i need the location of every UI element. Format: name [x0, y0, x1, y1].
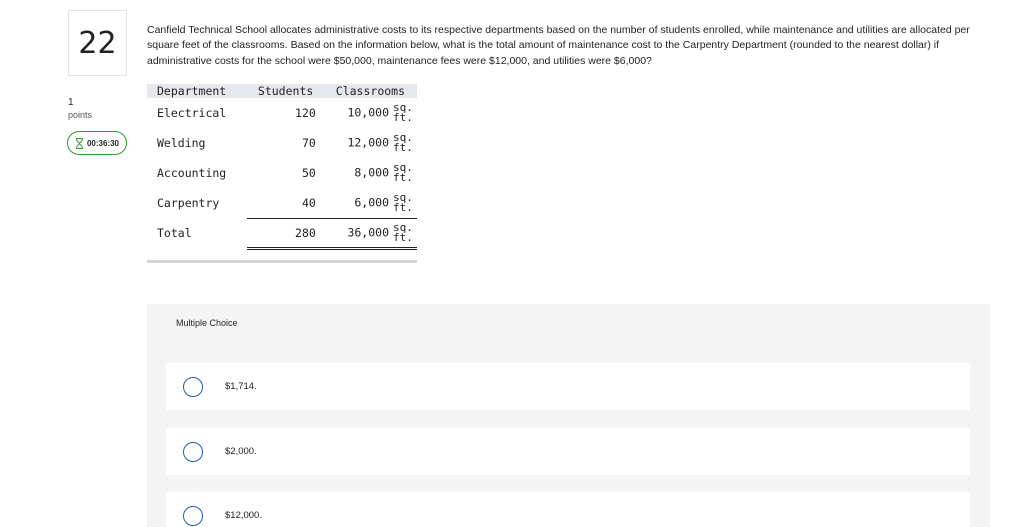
cell-classrooms — [324, 98, 417, 128]
unit-bottom: ft. — [393, 171, 413, 184]
classrooms-value: 12,000 — [347, 135, 389, 150]
unit-bottom: ft. — [393, 230, 413, 244]
answer-option[interactable] — [166, 428, 970, 475]
cell-classrooms — [324, 188, 417, 218]
unit-top: sq. — [393, 101, 413, 114]
table-total-row — [147, 218, 417, 248]
unit-label — [393, 220, 415, 244]
cell-students: 120 — [295, 106, 316, 120]
cell-classrooms — [324, 158, 417, 188]
cost-data-table — [147, 84, 417, 250]
table-row — [147, 98, 417, 128]
cell-department: Total — [157, 226, 192, 240]
cell-department: Electrical — [157, 106, 227, 120]
unit-label — [393, 163, 415, 183]
table-bottom-rule — [147, 260, 417, 263]
unit-bottom: ft. — [393, 111, 413, 124]
cell-students: 50 — [301, 166, 316, 180]
unit-bottom: ft. — [393, 200, 413, 214]
cell-department: Carpentry — [157, 196, 220, 210]
classrooms-value: 6,000 — [354, 195, 389, 210]
classrooms-value: 10,000 — [347, 105, 389, 120]
header-department: Department — [147, 84, 247, 98]
unit-label — [393, 103, 415, 123]
unit-top: sq. — [393, 190, 413, 204]
timer-badge[interactable] — [67, 131, 127, 155]
cell-students: 280 — [247, 218, 323, 248]
question-text: Canfield Technical School allocates administrative costs to its respective departments based on the number of students enrolled, while maintenance and utilities are allocated per square feet of the classrooms. Based on the information below, what is the total amount of maintenance cost to the Carpentry Department (rounded to the nearest dollar) if administrative costs for the school were $50,000, maintenance fees were $12,000, and utilities were $6,000? — [147, 24, 970, 67]
answer-option-label: $2,000. — [225, 446, 257, 457]
header-students: Students — [247, 84, 323, 98]
cell-students: 70 — [301, 136, 316, 150]
table-row — [147, 158, 417, 188]
table-row — [147, 188, 417, 218]
points-value: 1 — [68, 97, 74, 108]
unit-top: sq. — [393, 131, 413, 144]
answer-option-label: $1,714. — [225, 381, 257, 392]
cell-classrooms — [324, 218, 417, 248]
table-header-row — [147, 84, 417, 98]
radio-button[interactable] — [183, 377, 203, 397]
multiple-choice-panel — [147, 304, 990, 527]
timer-text: 00:36:30 — [86, 138, 120, 148]
answer-option-label: $12,000. — [225, 510, 262, 521]
cell-students: 40 — [247, 188, 323, 218]
radio-button[interactable] — [183, 506, 203, 526]
hourglass-icon — [75, 138, 84, 149]
points-label: points — [68, 110, 93, 120]
classrooms-value: 8,000 — [354, 165, 389, 180]
multiple-choice-header: Multiple Choice — [176, 318, 238, 328]
unit-top: sq. — [393, 161, 413, 174]
answer-option[interactable] — [166, 363, 970, 410]
unit-top: sq. — [393, 220, 413, 234]
cell-department: Welding — [157, 136, 206, 150]
answer-option[interactable] — [166, 492, 970, 527]
cell-classrooms — [324, 128, 417, 158]
radio-button[interactable] — [183, 442, 203, 462]
unit-label — [393, 133, 415, 153]
header-classrooms: Classrooms — [324, 84, 417, 98]
classrooms-value: 36,000 — [347, 225, 389, 239]
table-row — [147, 128, 417, 158]
cell-department: Accounting — [157, 166, 227, 180]
unit-label — [393, 190, 415, 214]
question-number: 22 — [68, 10, 127, 76]
unit-bottom: ft. — [393, 141, 413, 154]
